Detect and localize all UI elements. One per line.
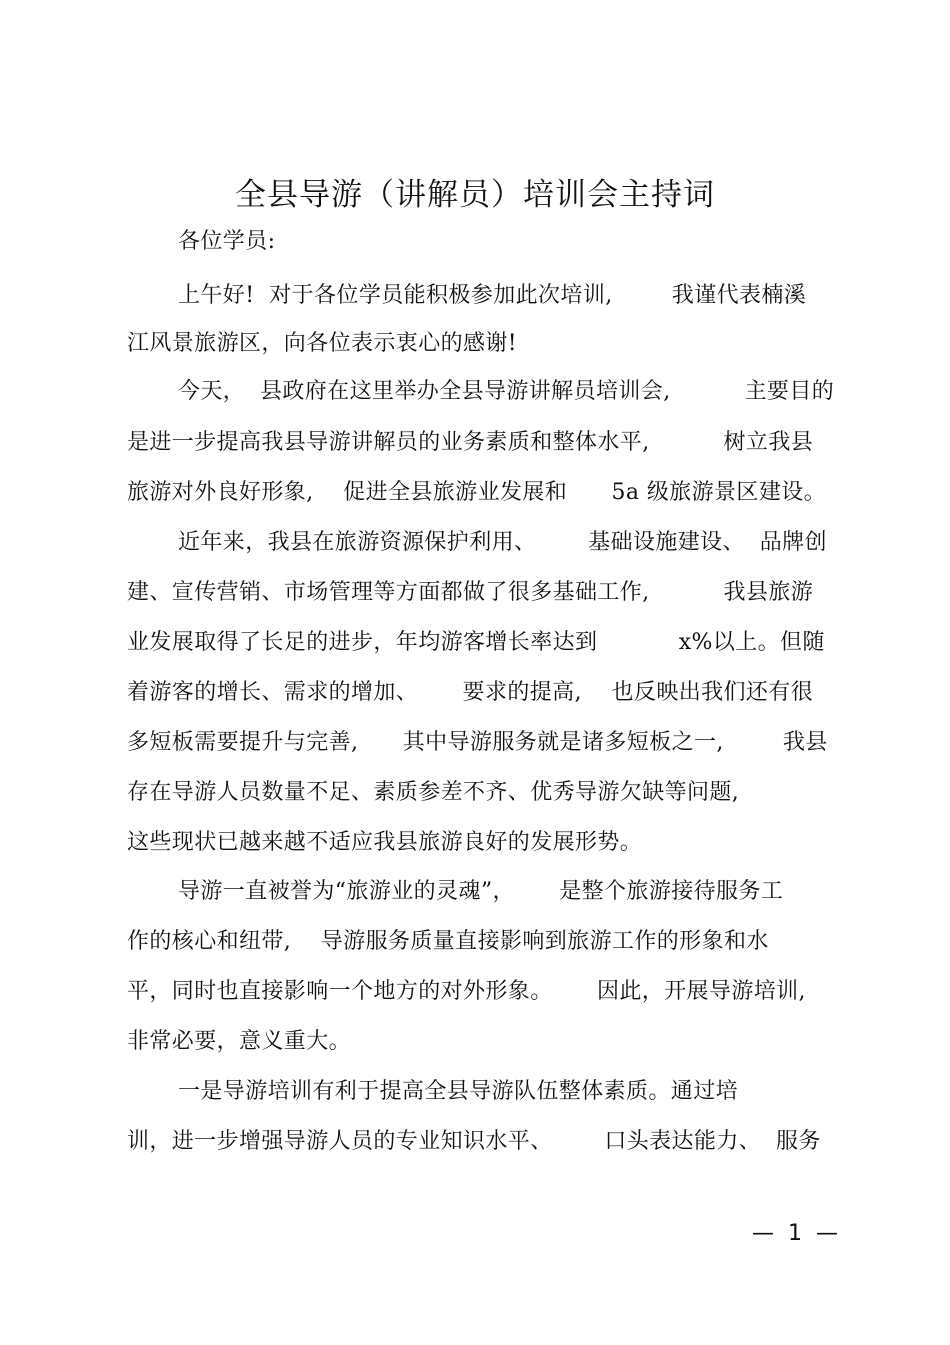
text-line: 江风景旅游区，向各位表示衷心的感谢!: [127, 331, 518, 356]
text-line: 多短板需要提升与完善, 其中导游服务就是诸多短板之一, 我县: [127, 730, 828, 755]
text-line: 着游客的增长、需求的增加、 要求的提高, 也反映出我们还有很: [127, 680, 814, 705]
text-line: 作的核心和纽带, 导游服务质量直接影响到旅游工作的形象和水: [127, 929, 769, 954]
text-line: 业发展取得了长足的进步，年均游客增长率达到 x%以上。但随: [127, 630, 825, 655]
text-line: 旅游对外良好形象, 促进全县旅游业发展和 5a 级旅游景区建设。: [127, 480, 827, 505]
text-line: 一是导游培训有利于提高全县导游队伍整体素质。通过培: [178, 1079, 739, 1104]
text-line: 非常必要，意义重大。: [127, 1029, 352, 1054]
document-title: 全县导游（讲解员）培训会主持词: [235, 177, 715, 213]
text-line: 建、宣传营销、市场管理等方面都做了很多基础工作, 我县旅游: [127, 580, 814, 605]
page-number: — 1 —: [752, 1221, 838, 1246]
text-line: 训，进一步增强导游人员的专业知识水平、 口头表达能力、 服务: [127, 1129, 821, 1154]
text-line: 平，同时也直接影响一个地方的对外形象。 因此，开展导游培训,: [127, 979, 806, 1004]
text-line: 存在导游人员数量不足、素质参差不齐、优秀导游欠缺等问题,: [127, 780, 740, 805]
text-line: 近年来，我县在旅游资源保护利用、 基础设施建设、 品牌创: [178, 530, 827, 555]
text-line: 是进一步提高我县导游讲解员的业务素质和整体水平, 树立我县: [127, 430, 814, 455]
text-line: 这些现状已越来越不适应我县旅游良好的发展形势。: [127, 830, 643, 855]
text-line: 上午好! 对于各位学员能积极参加此次培训, 我谨代表楠溪: [178, 283, 807, 308]
text-line: 导游一直被誉为“旅游业的灵魂”， 是整个旅游接待服务工: [178, 879, 784, 904]
text-line: 今天， 县政府在这里举办全县导游讲解员培训会, 主要目的: [178, 379, 835, 404]
text-line: 各位学员:: [178, 229, 276, 254]
